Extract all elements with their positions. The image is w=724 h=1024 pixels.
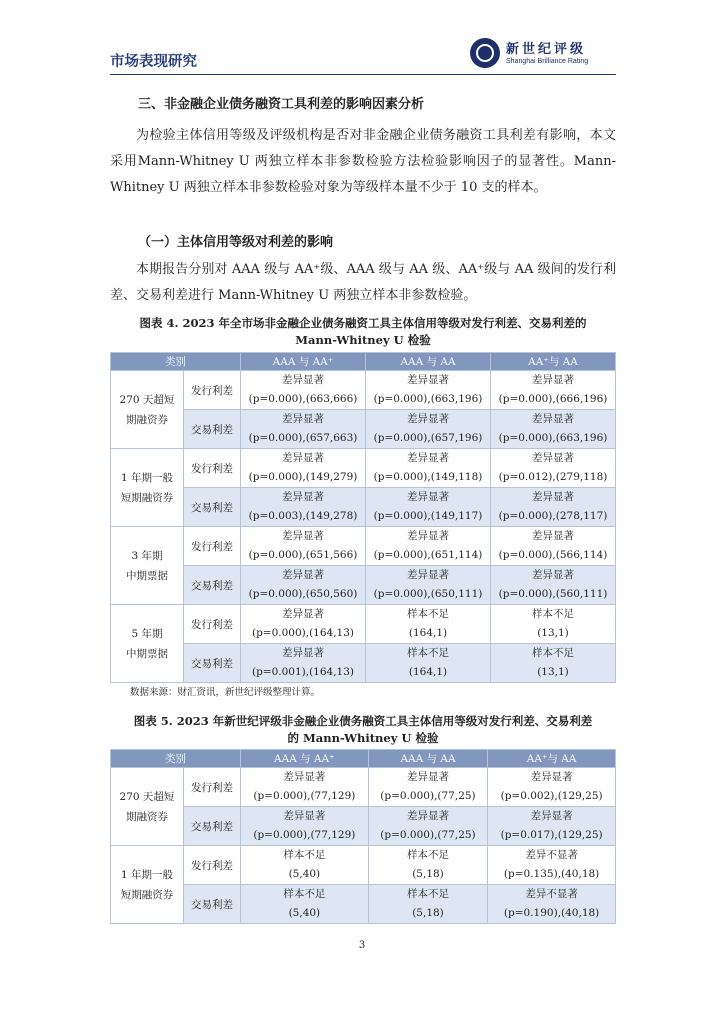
table-row (111, 410, 616, 449)
table-row (111, 807, 616, 846)
spread-type-cell: 交易利差 (184, 488, 241, 527)
result-verdict: 差异显著 (406, 771, 449, 783)
table5-caption (110, 713, 616, 747)
result-stats: (p=0.135),(40,18) (503, 868, 600, 880)
table4-caption-line2: Mann-Whitney U 检验 (295, 333, 431, 347)
table-row (111, 846, 616, 885)
result-verdict: 差异不显著 (525, 888, 578, 900)
result-verdict: 差异显著 (282, 569, 324, 581)
table-header-row (111, 750, 616, 768)
category-label-line: 短期融资券 (120, 888, 174, 901)
spread-type-cell: 发行利差 (184, 371, 241, 410)
result-stats: (p=0.000),(77,129) (253, 829, 356, 841)
result-verdict: 样本不足 (406, 888, 449, 900)
spread-type-cell: 发行利差 (184, 768, 241, 807)
result-cell (366, 488, 491, 527)
spread-type-cell: 发行利差 (184, 846, 241, 885)
result-cell (241, 488, 366, 527)
result-cell (241, 605, 366, 644)
category-cell (111, 768, 184, 846)
table-row (111, 488, 616, 527)
category-cell (111, 846, 184, 924)
result-cell (491, 527, 616, 566)
category-label-line: 期融资券 (126, 413, 168, 426)
result-verdict: 样本不足 (532, 647, 574, 659)
data-source-note: 数据来源：财汇资讯，新世纪评级整理计算。 (130, 687, 321, 698)
result-verdict: 差异显著 (532, 413, 574, 425)
result-verdict: 差异显著 (282, 647, 324, 659)
result-verdict: 差异显著 (282, 452, 324, 464)
result-stats: (13,1) (537, 666, 569, 678)
header-divider (110, 74, 616, 75)
result-stats: (p=0.000),(657,196) (373, 432, 483, 444)
result-verdict: 差异显著 (407, 530, 449, 542)
column-header: 类别 (111, 750, 241, 768)
result-cell (241, 527, 366, 566)
result-cell (488, 768, 616, 807)
spread-type-cell: 发行利差 (184, 449, 241, 488)
category-label-line: 中期票据 (126, 647, 168, 660)
category-label-line: 270 天超短 (119, 790, 175, 803)
result-cell (488, 807, 616, 846)
result-stats: (p=0.000),(164,13) (251, 627, 355, 639)
result-stats: (13,1) (537, 627, 569, 639)
result-verdict: 差异显著 (282, 413, 324, 425)
category-cell (111, 527, 184, 605)
result-stats: (p=0.000),(657,663) (248, 432, 358, 444)
result-verdict: 差异显著 (282, 608, 324, 620)
table4-caption-line1: 图表 4. 2023 年全市场非金融企业债务融资工具主体信用等级对发行利差、交易利差的 (139, 316, 587, 330)
result-verdict: 差异显著 (407, 374, 449, 386)
category-label-line: 270 天超短 (119, 393, 175, 406)
result-cell (241, 644, 366, 683)
result-cell (366, 566, 491, 605)
result-verdict: 差异显著 (282, 374, 324, 386)
table-row (111, 566, 616, 605)
result-verdict: 差异显著 (407, 491, 449, 503)
column-header: AA⁺与 AA (491, 353, 616, 371)
header-title: 市场表现研究 (110, 54, 197, 70)
category-label-line: 3 年期 (131, 549, 163, 562)
result-cell (366, 371, 491, 410)
spread-type-cell: 交易利差 (184, 410, 241, 449)
column-header: 类别 (111, 353, 241, 371)
result-cell (241, 449, 366, 488)
table-row (111, 527, 616, 566)
result-stats: (5,40) (288, 868, 321, 880)
result-stats: (p=0.000),(278,117) (498, 510, 608, 522)
column-header: AAA 与 AA (368, 750, 487, 768)
result-stats: (5,18) (412, 868, 444, 880)
column-header: AA⁺与 AA (488, 750, 616, 768)
category-label-line: 5 年期 (131, 627, 163, 640)
result-stats: (p=0.000),(650,111) (373, 588, 483, 600)
result-cell (366, 410, 491, 449)
result-stats: (p=0.000),(149,117) (373, 510, 483, 522)
result-stats: (p=0.000),(663,666) (248, 393, 358, 405)
result-verdict: 差异显著 (407, 569, 449, 581)
page-header (110, 36, 616, 76)
table-header-row (111, 353, 616, 371)
result-cell (491, 371, 616, 410)
category-label-line: 中期票据 (126, 569, 168, 582)
result-cell (366, 644, 491, 683)
result-cell (241, 846, 369, 885)
spread-type-cell: 发行利差 (184, 605, 241, 644)
table5-caption-line2: 的 Mann-Whitney U 检验 (287, 731, 439, 745)
table-row (111, 885, 616, 924)
result-verdict: 差异显著 (283, 810, 326, 822)
result-cell (491, 644, 616, 683)
result-cell (241, 768, 369, 807)
result-cell (241, 566, 366, 605)
result-verdict: 差异显著 (532, 374, 574, 386)
result-verdict: 差异显著 (283, 771, 326, 783)
result-cell (491, 410, 616, 449)
result-verdict: 样本不足 (407, 647, 449, 659)
result-stats: (p=0.000),(77,25) (380, 790, 476, 802)
result-cell (488, 885, 616, 924)
result-stats: (164,1) (408, 627, 448, 639)
brand-logo (470, 36, 616, 72)
category-label-line: 1 年期一般 (120, 868, 174, 881)
result-verdict: 差异显著 (406, 810, 449, 822)
table-row (111, 644, 616, 683)
result-verdict: 差异不显著 (525, 849, 578, 861)
result-stats: (p=0.000),(149,279) (248, 471, 358, 483)
table5 (110, 749, 616, 924)
category-label-line: 期融资券 (126, 810, 168, 823)
result-cell (241, 807, 369, 846)
result-verdict: 差异显著 (282, 491, 324, 503)
result-stats: (p=0.002),(129,25) (500, 790, 603, 802)
result-stats: (p=0.000),(666,196) (498, 393, 608, 405)
column-header: AAA 与 AA⁺ (241, 353, 366, 371)
result-cell (368, 885, 487, 924)
result-verdict: 样本不足 (407, 608, 449, 620)
category-label-line: 短期融资券 (120, 491, 174, 504)
result-stats: (p=0.000),(663,196) (498, 432, 608, 444)
result-cell (488, 846, 616, 885)
result-stats: (p=0.017),(129,25) (500, 829, 603, 841)
result-stats: (p=0.000),(651,566) (248, 549, 358, 561)
spread-type-cell: 发行利差 (184, 527, 241, 566)
table4-caption (110, 315, 616, 349)
paragraph-1: 为检验主体信用等级及评级机构是否对非金融企业债务融资工具利差有影响，本文采用Mann-Whitney U 两独立样本非参数检验方法检验影响因子的显著性。Mann-Whitney U 两独立样本非参数检验对象为等级样本量不少于 10 支的样本。 (110, 128, 616, 195)
result-stats: (p=0.000),(77,25) (380, 829, 476, 841)
result-verdict: 差异显著 (407, 413, 449, 425)
column-header: AAA 与 AA (366, 353, 491, 371)
spread-type-cell: 交易利差 (184, 644, 241, 683)
result-verdict: 差异显著 (532, 452, 574, 464)
result-stats: (p=0.000),(651,114) (373, 549, 483, 561)
table-row (111, 605, 616, 644)
result-stats: (p=0.000),(663,196) (373, 393, 483, 405)
paragraph-2: 本期报告分别对 AAA 级与 AA⁺级、AAA 级与 AA 级、AA⁺级与 AA 级间的发行利差、交易利差进行 Mann-Whitney U 两独立样本非参数检验。 (110, 262, 616, 303)
result-stats: (p=0.000),(560,111) (498, 588, 608, 600)
result-stats: (p=0.000),(566,114) (498, 549, 608, 561)
result-stats: (5,40) (288, 907, 321, 919)
spread-type-cell: 交易利差 (184, 885, 241, 924)
result-cell (241, 371, 366, 410)
result-stats: (p=0.000),(650,560) (248, 588, 358, 600)
result-verdict: 差异显著 (530, 771, 573, 783)
table5-caption-line1: 图表 5. 2023 年新世纪评级非金融企业债务融资工具主体信用等级对发行利差、交易利差 (133, 714, 593, 728)
result-cell (241, 410, 366, 449)
result-stats: (p=0.003),(149,278) (248, 510, 358, 522)
result-verdict: 差异显著 (532, 491, 574, 503)
result-stats: (p=0.190),(40,18) (503, 907, 600, 919)
result-cell (491, 488, 616, 527)
result-cell (368, 768, 487, 807)
logo-name-cn: 新世纪评级 (506, 42, 587, 57)
result-stats: (p=0.000),(77,129) (253, 790, 356, 802)
result-verdict: 样本不足 (532, 608, 574, 620)
result-cell (366, 527, 491, 566)
category-cell (111, 449, 184, 527)
result-verdict: 样本不足 (283, 849, 326, 861)
result-cell (366, 449, 491, 488)
logo-name-en: Shanghai Brilliance Rating (506, 58, 589, 65)
category-label-line: 1 年期一般 (120, 471, 174, 484)
category-cell (111, 605, 184, 683)
section-heading: 三、非金融企业债务融资工具利差的影响因素分析 (138, 97, 425, 112)
spread-type-cell: 交易利差 (184, 807, 241, 846)
table-row (111, 449, 616, 488)
result-stats: (5,18) (412, 907, 444, 919)
spread-type-cell: 交易利差 (184, 566, 241, 605)
result-verdict: 差异显著 (532, 569, 574, 581)
result-cell (491, 566, 616, 605)
table-row (111, 768, 616, 807)
result-cell (491, 449, 616, 488)
result-verdict: 差异显著 (282, 530, 324, 542)
result-verdict: 差异显著 (407, 452, 449, 464)
result-cell (491, 605, 616, 644)
result-cell (368, 807, 487, 846)
result-verdict: 差异显著 (530, 810, 573, 822)
result-stats: (164,1) (408, 666, 448, 678)
result-cell (241, 885, 369, 924)
logo-emblem-icon (470, 38, 500, 68)
sub-heading: （一）主体信用等级对利差的影响 (138, 235, 334, 250)
result-stats: (p=0.001),(164,13) (251, 666, 355, 678)
column-header: AAA 与 AA⁺ (241, 750, 369, 768)
result-verdict: 样本不足 (406, 849, 449, 861)
result-stats: (p=0.012),(279,118) (498, 471, 608, 483)
result-verdict: 样本不足 (283, 888, 326, 900)
result-verdict: 差异显著 (532, 530, 574, 542)
table-row (111, 371, 616, 410)
result-cell (366, 605, 491, 644)
category-cell (111, 371, 184, 449)
table4 (110, 352, 616, 683)
result-cell (368, 846, 487, 885)
result-stats: (p=0.000),(149,118) (373, 471, 483, 483)
page-number: 3 (358, 940, 366, 951)
